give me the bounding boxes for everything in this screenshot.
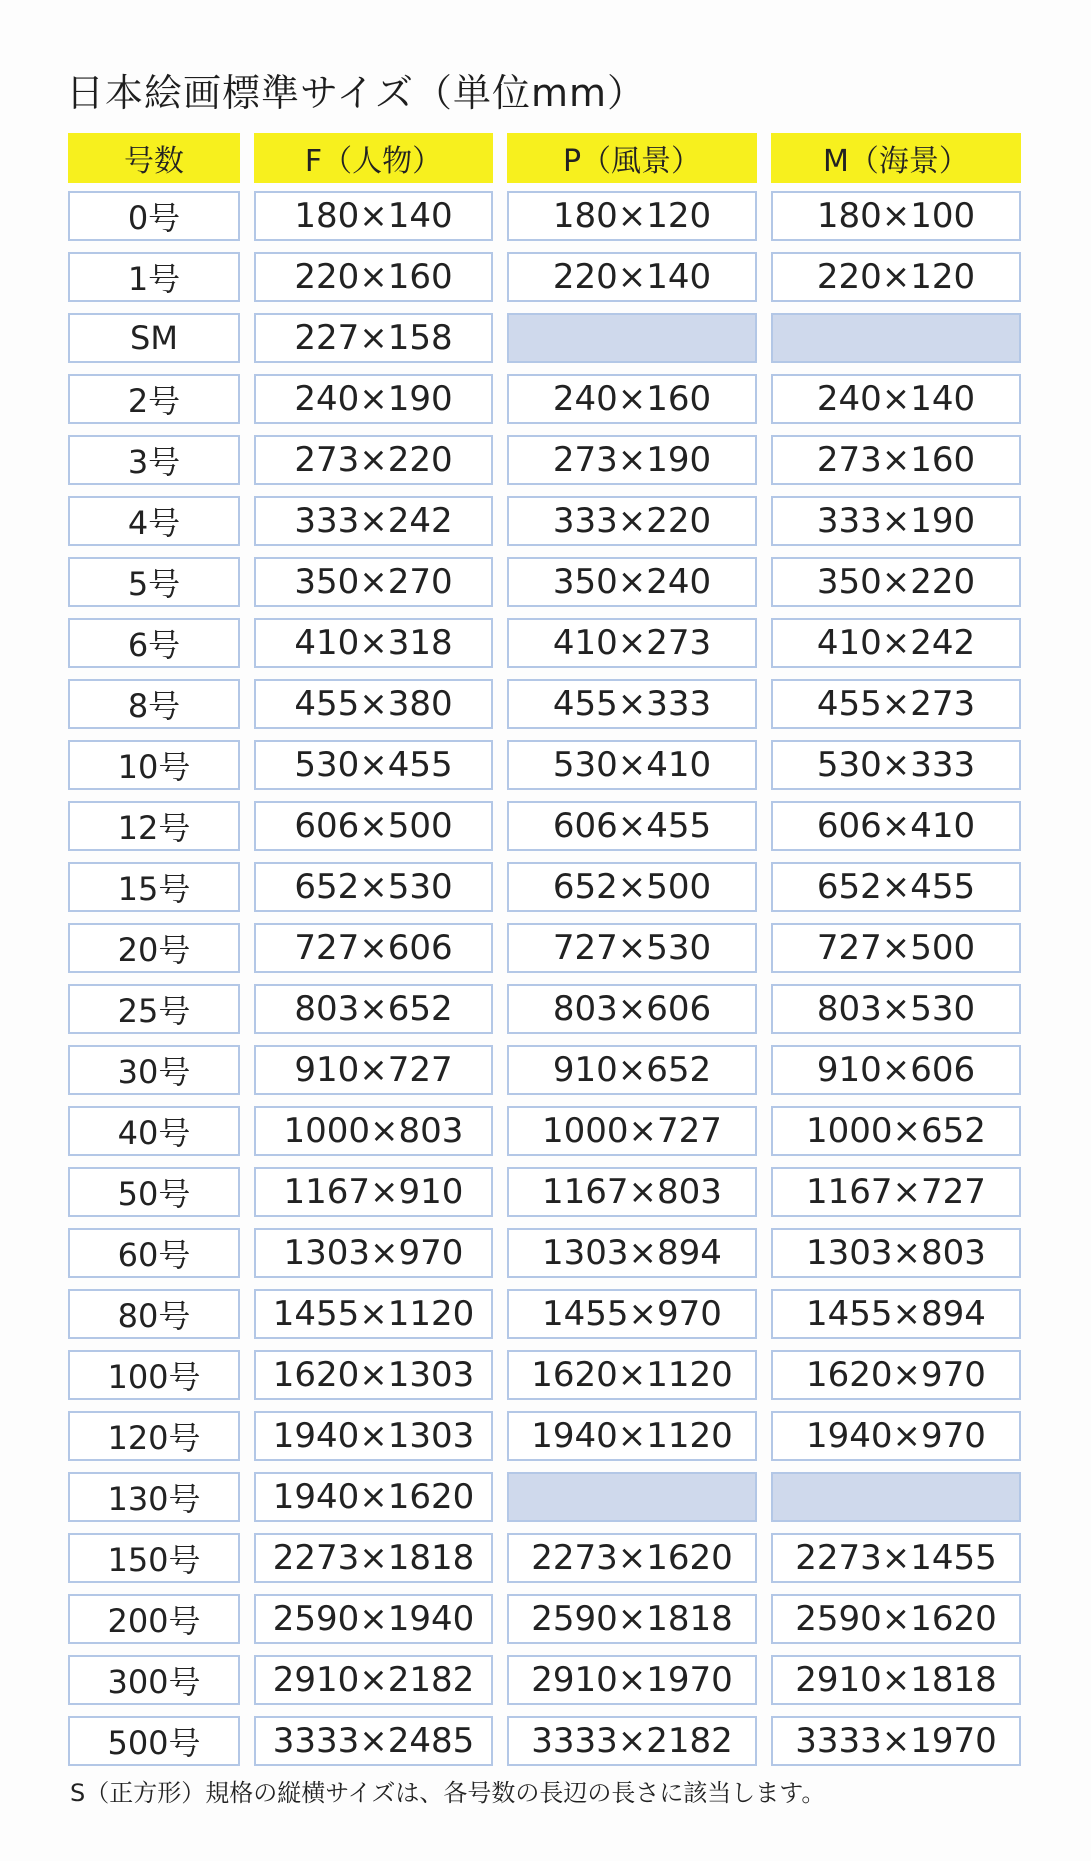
cell-m-size: 803×530 xyxy=(771,984,1021,1034)
cell-size-number: 300号 xyxy=(68,1655,240,1705)
cell-p-size: 273×190 xyxy=(507,435,757,485)
cell-m-size: 455×273 xyxy=(771,679,1021,729)
cell-m-size: 410×242 xyxy=(771,618,1021,668)
cell-size-number: 100号 xyxy=(68,1350,240,1400)
cell-size-number: 500号 xyxy=(68,1716,240,1766)
cell-m-size: 240×140 xyxy=(771,374,1021,424)
cell-size-number: 3号 xyxy=(68,435,240,485)
cell-p-size: 455×333 xyxy=(507,679,757,729)
cell-size-number: 60号 xyxy=(68,1228,240,1278)
cell-p-size: 910×652 xyxy=(507,1045,757,1095)
cell-f-size: 652×530 xyxy=(254,862,493,912)
cell-p-size: 333×220 xyxy=(507,496,757,546)
empty-cell xyxy=(771,1472,1021,1522)
cell-size-number: 6号 xyxy=(68,618,240,668)
cell-p-size: 1167×803 xyxy=(507,1167,757,1217)
cell-m-size: 606×410 xyxy=(771,801,1021,851)
cell-size-number: 2号 xyxy=(68,374,240,424)
header-m-marine: M（海景） xyxy=(771,133,1021,183)
cell-f-size: 1620×1303 xyxy=(254,1350,493,1400)
cell-p-size: 803×606 xyxy=(507,984,757,1034)
cell-size-number: 120号 xyxy=(68,1411,240,1461)
cell-p-size: 3333×2182 xyxy=(507,1716,757,1766)
size-table xyxy=(68,133,1026,1777)
cell-p-size: 1940×1120 xyxy=(507,1411,757,1461)
cell-f-size: 2273×1818 xyxy=(254,1533,493,1583)
cell-p-size: 410×273 xyxy=(507,618,757,668)
cell-f-size: 803×652 xyxy=(254,984,493,1034)
cell-f-size: 2910×2182 xyxy=(254,1655,493,1705)
cell-p-size: 530×410 xyxy=(507,740,757,790)
cell-m-size: 1940×970 xyxy=(771,1411,1021,1461)
cell-m-size: 1000×652 xyxy=(771,1106,1021,1156)
cell-f-size: 910×727 xyxy=(254,1045,493,1095)
cell-p-size: 1303×894 xyxy=(507,1228,757,1278)
cell-size-number: 4号 xyxy=(68,496,240,546)
cell-f-size: 273×220 xyxy=(254,435,493,485)
cell-size-number: 150号 xyxy=(68,1533,240,1583)
cell-p-size: 1000×727 xyxy=(507,1106,757,1156)
cell-size-number: 5号 xyxy=(68,557,240,607)
cell-f-size: 3333×2485 xyxy=(254,1716,493,1766)
footnote: S（正方形）規格の縦横サイズは、各号数の長辺の長さに該当します。 xyxy=(70,1779,826,1807)
cell-f-size: 1940×1303 xyxy=(254,1411,493,1461)
cell-f-size: 410×318 xyxy=(254,618,493,668)
cell-m-size: 910×606 xyxy=(771,1045,1021,1095)
cell-f-size: 1167×910 xyxy=(254,1167,493,1217)
cell-size-number: 8号 xyxy=(68,679,240,729)
cell-size-number: 15号 xyxy=(68,862,240,912)
cell-p-size: 727×530 xyxy=(507,923,757,973)
cell-f-size: 1303×970 xyxy=(254,1228,493,1278)
header-p-landscape: P（風景） xyxy=(507,133,757,183)
page-title: 日本絵画標準サイズ（単位mm） xyxy=(66,71,646,115)
cell-p-size: 1620×1120 xyxy=(507,1350,757,1400)
cell-size-number: SM xyxy=(68,313,240,363)
cell-f-size: 333×242 xyxy=(254,496,493,546)
cell-m-size: 530×333 xyxy=(771,740,1021,790)
cell-size-number: 200号 xyxy=(68,1594,240,1644)
cell-size-number: 1号 xyxy=(68,252,240,302)
cell-size-number: 50号 xyxy=(68,1167,240,1217)
cell-p-size: 2910×1970 xyxy=(507,1655,757,1705)
empty-cell xyxy=(507,313,757,363)
cell-f-size: 1940×1620 xyxy=(254,1472,493,1522)
cell-p-size: 240×160 xyxy=(507,374,757,424)
cell-m-size: 3333×1970 xyxy=(771,1716,1021,1766)
cell-p-size: 1455×970 xyxy=(507,1289,757,1339)
cell-m-size: 273×160 xyxy=(771,435,1021,485)
cell-p-size: 2590×1818 xyxy=(507,1594,757,1644)
cell-size-number: 130号 xyxy=(68,1472,240,1522)
cell-m-size: 2590×1620 xyxy=(771,1594,1021,1644)
cell-m-size: 333×190 xyxy=(771,496,1021,546)
cell-p-size: 652×500 xyxy=(507,862,757,912)
cell-size-number: 80号 xyxy=(68,1289,240,1339)
cell-m-size: 220×120 xyxy=(771,252,1021,302)
cell-f-size: 1455×1120 xyxy=(254,1289,493,1339)
cell-p-size: 2273×1620 xyxy=(507,1533,757,1583)
empty-cell xyxy=(507,1472,757,1522)
cell-f-size: 727×606 xyxy=(254,923,493,973)
cell-size-number: 25号 xyxy=(68,984,240,1034)
header-f-figure: F（人物） xyxy=(254,133,493,183)
cell-f-size: 2590×1940 xyxy=(254,1594,493,1644)
empty-cell xyxy=(771,313,1021,363)
header-size-number: 号数 xyxy=(68,133,240,183)
cell-f-size: 1000×803 xyxy=(254,1106,493,1156)
cell-size-number: 10号 xyxy=(68,740,240,790)
cell-size-number: 40号 xyxy=(68,1106,240,1156)
cell-f-size: 240×190 xyxy=(254,374,493,424)
cell-size-number: 20号 xyxy=(68,923,240,973)
cell-m-size: 1455×894 xyxy=(771,1289,1021,1339)
cell-m-size: 1167×727 xyxy=(771,1167,1021,1217)
cell-m-size: 350×220 xyxy=(771,557,1021,607)
cell-f-size: 455×380 xyxy=(254,679,493,729)
cell-p-size: 220×140 xyxy=(507,252,757,302)
cell-size-number: 0号 xyxy=(68,191,240,241)
cell-m-size: 1620×970 xyxy=(771,1350,1021,1400)
cell-p-size: 350×240 xyxy=(507,557,757,607)
cell-f-size: 530×455 xyxy=(254,740,493,790)
cell-p-size: 180×120 xyxy=(507,191,757,241)
cell-f-size: 220×160 xyxy=(254,252,493,302)
cell-size-number: 30号 xyxy=(68,1045,240,1095)
cell-f-size: 606×500 xyxy=(254,801,493,851)
cell-p-size: 606×455 xyxy=(507,801,757,851)
cell-f-size: 180×140 xyxy=(254,191,493,241)
cell-m-size: 180×100 xyxy=(771,191,1021,241)
cell-m-size: 2910×1818 xyxy=(771,1655,1021,1705)
cell-f-size: 227×158 xyxy=(254,313,493,363)
cell-m-size: 652×455 xyxy=(771,862,1021,912)
cell-m-size: 727×500 xyxy=(771,923,1021,973)
cell-size-number: 12号 xyxy=(68,801,240,851)
cell-m-size: 1303×803 xyxy=(771,1228,1021,1278)
cell-m-size: 2273×1455 xyxy=(771,1533,1021,1583)
cell-f-size: 350×270 xyxy=(254,557,493,607)
